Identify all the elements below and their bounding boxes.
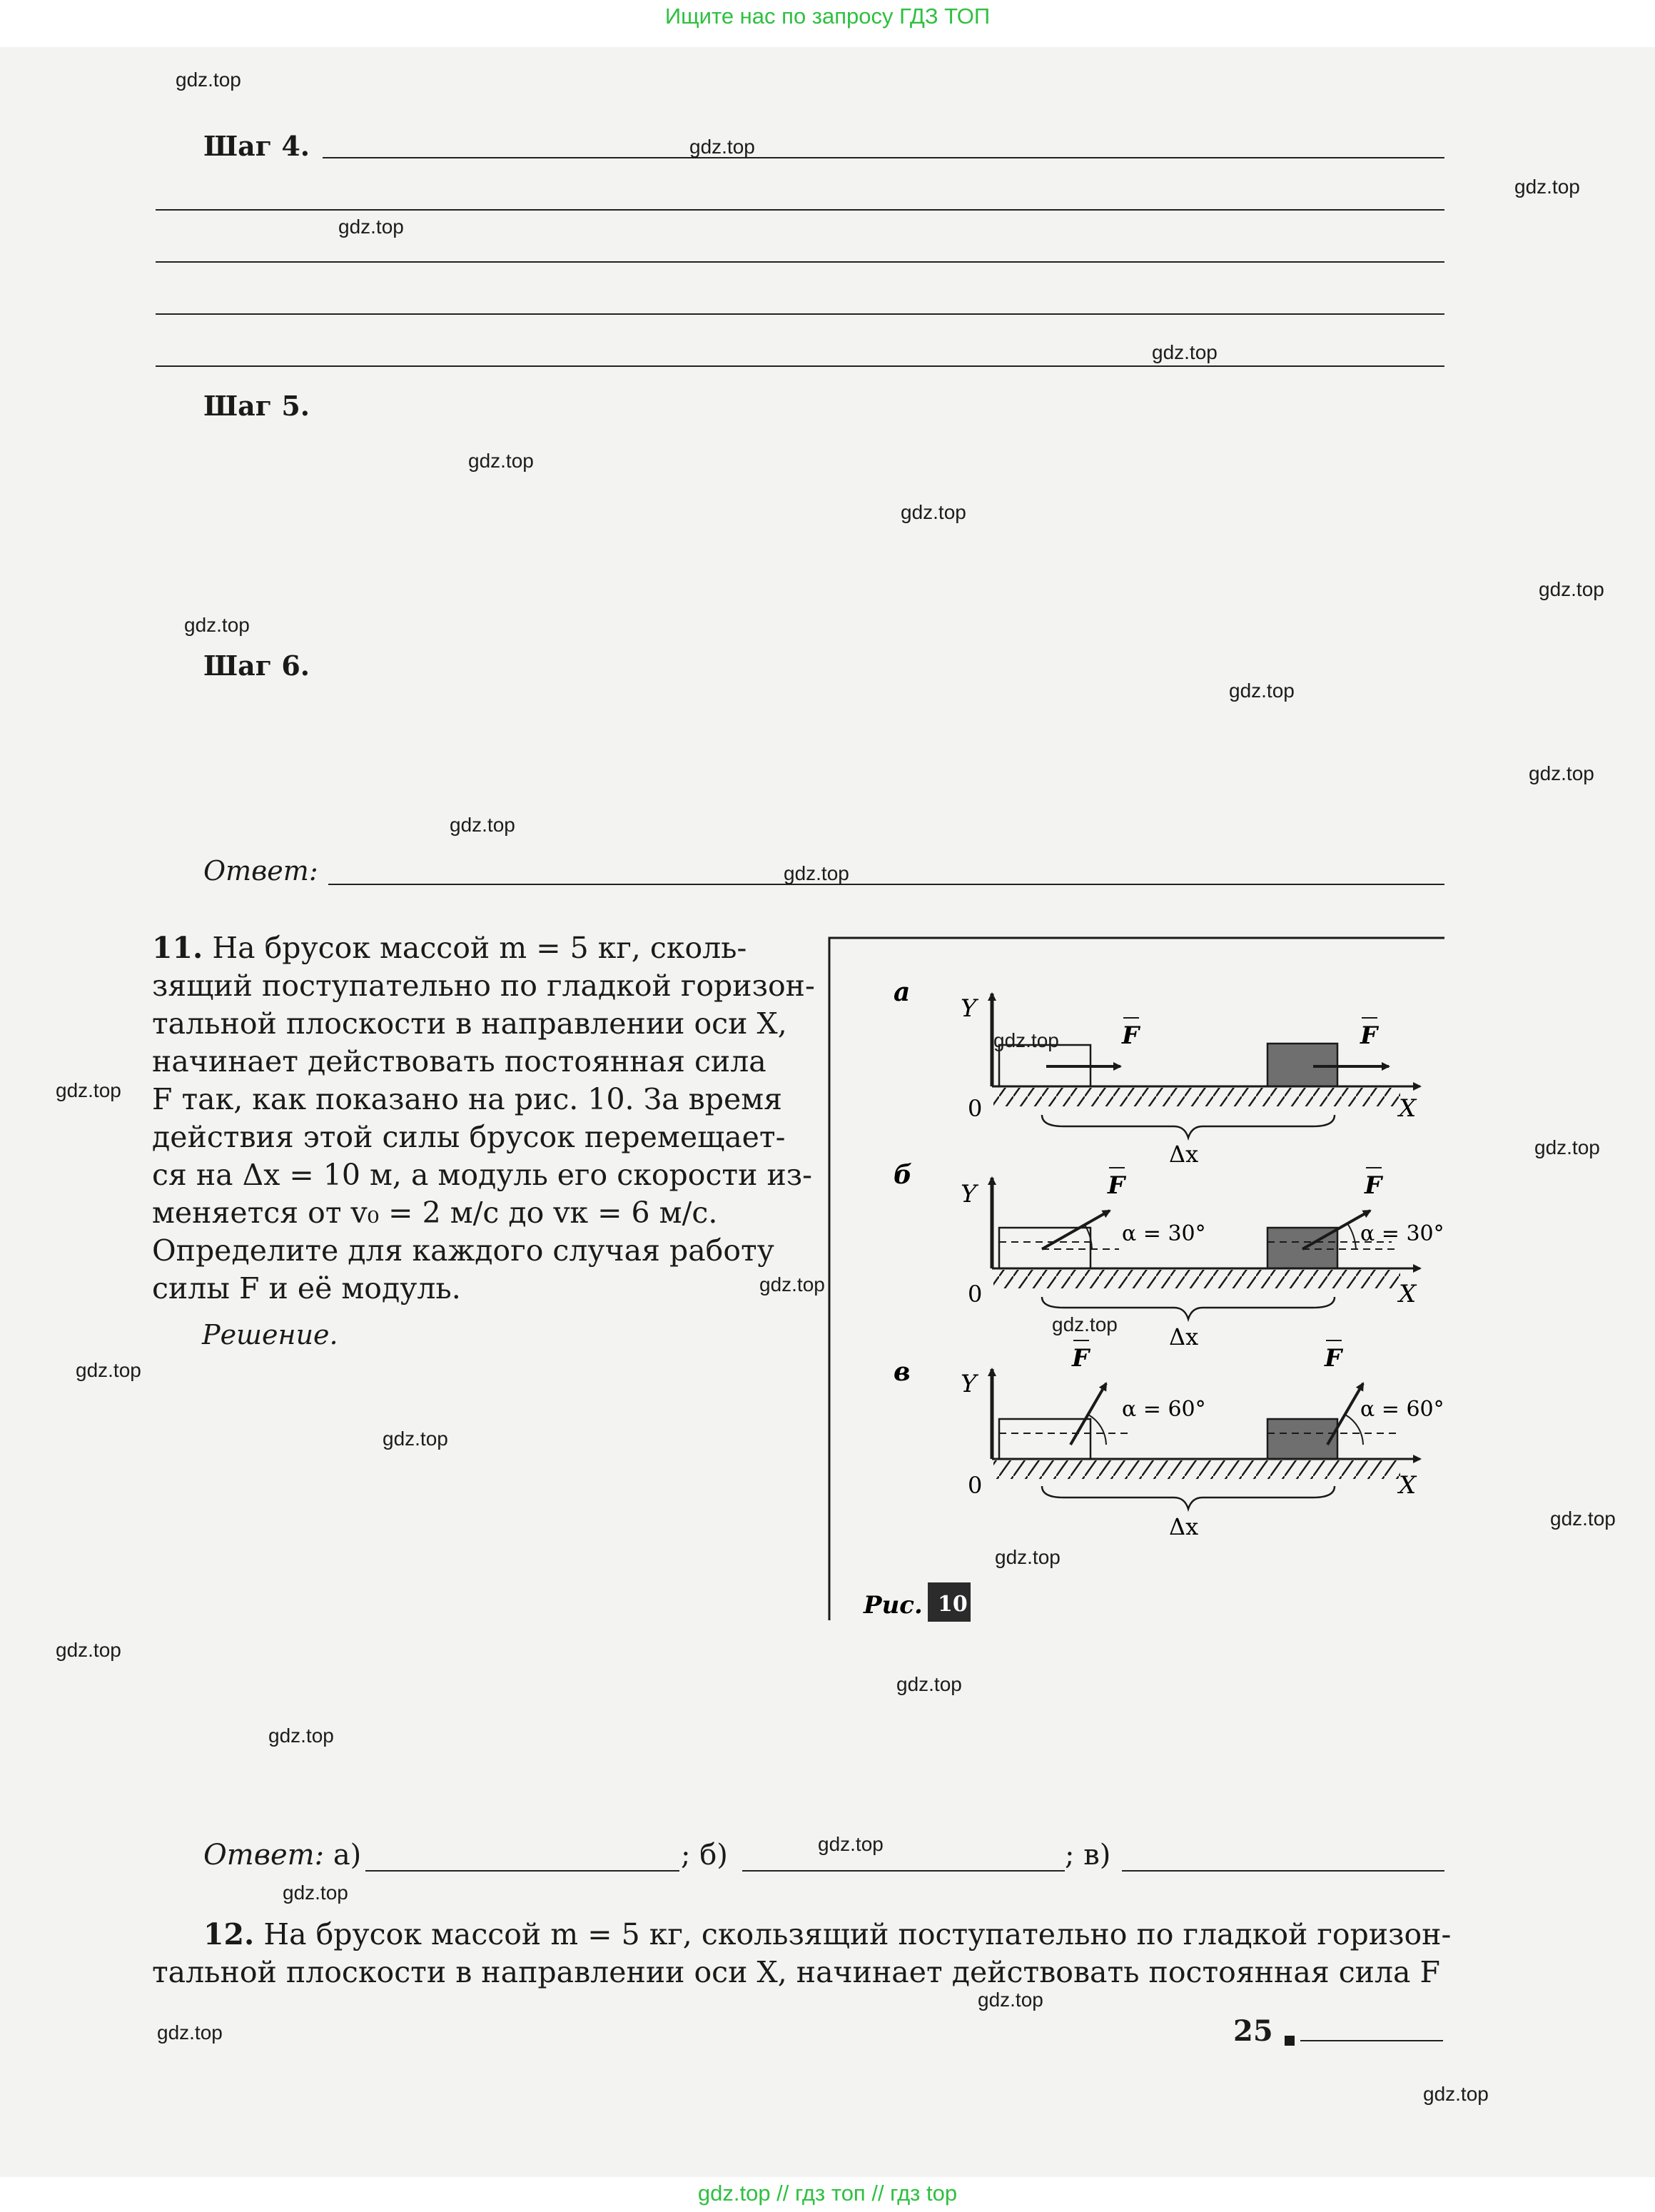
figure-caption: Рис. xyxy=(864,1591,923,1620)
page-number: 25 xyxy=(1233,2014,1273,2048)
force-label: F xyxy=(1365,1171,1382,1200)
problem-line xyxy=(203,1916,1451,1954)
origin-label: 0 xyxy=(968,1281,983,1308)
origin-label: 0 xyxy=(968,1095,983,1122)
answer-line[interactable] xyxy=(156,261,1444,263)
problem-number: 11. xyxy=(152,931,203,965)
answer-line[interactable] xyxy=(156,313,1444,315)
angle-label: α = 60° xyxy=(1360,1397,1444,1422)
answer-part-b: ; б) xyxy=(681,1839,728,1872)
watermark: gdz.top xyxy=(901,501,966,523)
x-axis-label: X xyxy=(1399,1094,1417,1123)
force-label: F xyxy=(1360,1021,1378,1050)
answer-line-b[interactable] xyxy=(742,1870,1065,1872)
figure-part-b xyxy=(894,1160,1444,1350)
problem-line xyxy=(152,929,815,967)
answer-11-row xyxy=(203,1839,361,1872)
ground-hatch xyxy=(993,1460,1400,1479)
x-axis-label: X xyxy=(1399,1280,1417,1308)
angle-label: α = 30° xyxy=(1360,1221,1444,1246)
y-axis-label: Y xyxy=(961,1180,977,1208)
problem-line: Определите для каждого случая работу xyxy=(152,1233,774,1268)
problem-12-text xyxy=(203,1916,1451,1954)
watermark: gdz.top xyxy=(1539,578,1604,600)
watermark: gdz.top xyxy=(689,136,755,158)
figure-10-svg xyxy=(828,936,1449,1622)
watermark: gdz.top xyxy=(56,1639,121,1661)
watermark: gdz.top xyxy=(268,1724,334,1747)
part-label: а xyxy=(894,977,911,1007)
answer-line-a[interactable] xyxy=(365,1870,679,1872)
x-axis-label: X xyxy=(1399,1471,1417,1500)
watermark: gdz.top xyxy=(76,1359,141,1381)
watermark: gdz.top xyxy=(56,1079,121,1101)
problem-line-text: На брусок массой m = 5 кг, сколь- xyxy=(212,931,747,965)
problem-number: 12. xyxy=(203,1917,255,1951)
answer-label: Ответ: xyxy=(203,1839,325,1872)
figure-part-a xyxy=(894,977,1420,1168)
answer-part-c: ; в) xyxy=(1065,1839,1111,1872)
force-arrow xyxy=(1042,1211,1110,1249)
figure-part-c xyxy=(894,1340,1444,1540)
displacement-label: Δx xyxy=(1169,1141,1199,1168)
ground-hatch xyxy=(993,1088,1400,1106)
watermark: gdz.top xyxy=(338,216,404,238)
watermark: gdz.top xyxy=(784,862,849,884)
watermark: gdz.top xyxy=(468,450,534,472)
problem-line: силы F и её модуль. xyxy=(152,1271,461,1306)
watermark: gdz.top xyxy=(383,1428,448,1450)
answer-label: Ответ: xyxy=(203,855,318,887)
y-axis-label: Y xyxy=(961,994,977,1023)
answer-line[interactable] xyxy=(328,884,1444,885)
force-arrow xyxy=(1071,1383,1106,1445)
solution-label: Решение. xyxy=(202,1319,338,1350)
watermark: gdz.top xyxy=(1514,176,1580,198)
watermark: gdz.top xyxy=(1052,1313,1118,1335)
step-5-label: Шаг 5. xyxy=(203,390,310,422)
displacement-label: Δx xyxy=(1169,1323,1199,1350)
watermark: gdz.top xyxy=(995,1546,1061,1568)
answer-line[interactable] xyxy=(156,209,1444,211)
force-label: F xyxy=(1325,1344,1342,1373)
figure-10 xyxy=(828,936,1449,1625)
ground-hatch xyxy=(993,1270,1400,1288)
step-6-label: Шаг 6. xyxy=(203,650,310,682)
answer-part-a: а) xyxy=(333,1839,362,1872)
origin-label: 0 xyxy=(968,1472,983,1499)
displacement-label: Δx xyxy=(1169,1513,1199,1540)
answer-line-c[interactable] xyxy=(1122,1870,1444,1872)
bottom-banner: gdz.top // гдз топ // гдз top xyxy=(0,2177,1655,2212)
problem-11-text xyxy=(152,929,815,1308)
problem-line: тальной плоскости в направлении оси X, начинает действовать постоянная сила F xyxy=(152,1955,1440,1989)
top-banner: Ищите нас по запросу ГДЗ ТОП xyxy=(664,4,991,29)
problem-line: зящий поступательно по гладкой горизон- xyxy=(152,969,815,1003)
page-number-rule xyxy=(1300,2040,1443,2041)
problem-line: меняется от v₀ = 2 м/с до vк = 6 м/с. xyxy=(152,1196,718,1230)
watermark: gdz.top xyxy=(450,814,515,836)
watermark: gdz.top xyxy=(1534,1136,1600,1158)
angle-label: α = 60° xyxy=(1122,1397,1206,1422)
part-label: б xyxy=(894,1160,912,1190)
watermark: gdz.top xyxy=(818,1833,884,1855)
answer-line[interactable] xyxy=(323,157,1444,158)
figure-number: 10 xyxy=(938,1592,968,1617)
problem-line: тальной плоскости в направлении оси X, xyxy=(152,1006,787,1041)
watermark: gdz.top xyxy=(993,1029,1059,1051)
watermark: gdz.top xyxy=(1550,1508,1616,1530)
watermark: gdz.top xyxy=(1152,341,1218,363)
step-4-label: Шаг 4. xyxy=(203,130,310,162)
y-axis-label: Y xyxy=(961,1370,977,1398)
watermark: gdz.top xyxy=(1529,762,1594,784)
watermark: gdz.top xyxy=(1423,2083,1489,2105)
answer-line[interactable] xyxy=(156,365,1444,367)
watermark: gdz.top xyxy=(978,1989,1043,2011)
page-number-marker xyxy=(1285,2036,1295,2046)
watermark: gdz.top xyxy=(283,1882,348,1904)
problem-line: начинает действовать постоянная сила xyxy=(152,1044,766,1079)
force-arrow xyxy=(1327,1383,1363,1445)
force-label: F xyxy=(1122,1021,1140,1050)
watermark: gdz.top xyxy=(176,69,241,91)
block-initial xyxy=(999,1419,1090,1459)
problem-line: действия этой силы брусок перемещает- xyxy=(152,1120,786,1154)
problem-line-text: На брусок массой m = 5 кг, скользящий поступательно по гладкой горизон- xyxy=(263,1917,1452,1951)
displacement-brace xyxy=(1042,1115,1335,1138)
force-label: F xyxy=(1108,1171,1125,1200)
watermark: gdz.top xyxy=(157,2021,223,2044)
watermark: gdz.top xyxy=(184,614,250,636)
angle-label: α = 30° xyxy=(1122,1221,1206,1246)
problem-line: F так, как показано на рис. 10. За время xyxy=(152,1082,782,1116)
displacement-brace xyxy=(1042,1486,1335,1509)
part-label: в xyxy=(894,1357,911,1387)
watermark: gdz.top xyxy=(1229,680,1295,702)
problem-line: ся на Δx = 10 м, а модуль его скорости из- xyxy=(152,1158,813,1192)
force-label: F xyxy=(1072,1344,1090,1373)
watermark: gdz.top xyxy=(759,1273,825,1296)
watermark: gdz.top xyxy=(896,1673,962,1695)
block-final xyxy=(1267,1419,1337,1459)
